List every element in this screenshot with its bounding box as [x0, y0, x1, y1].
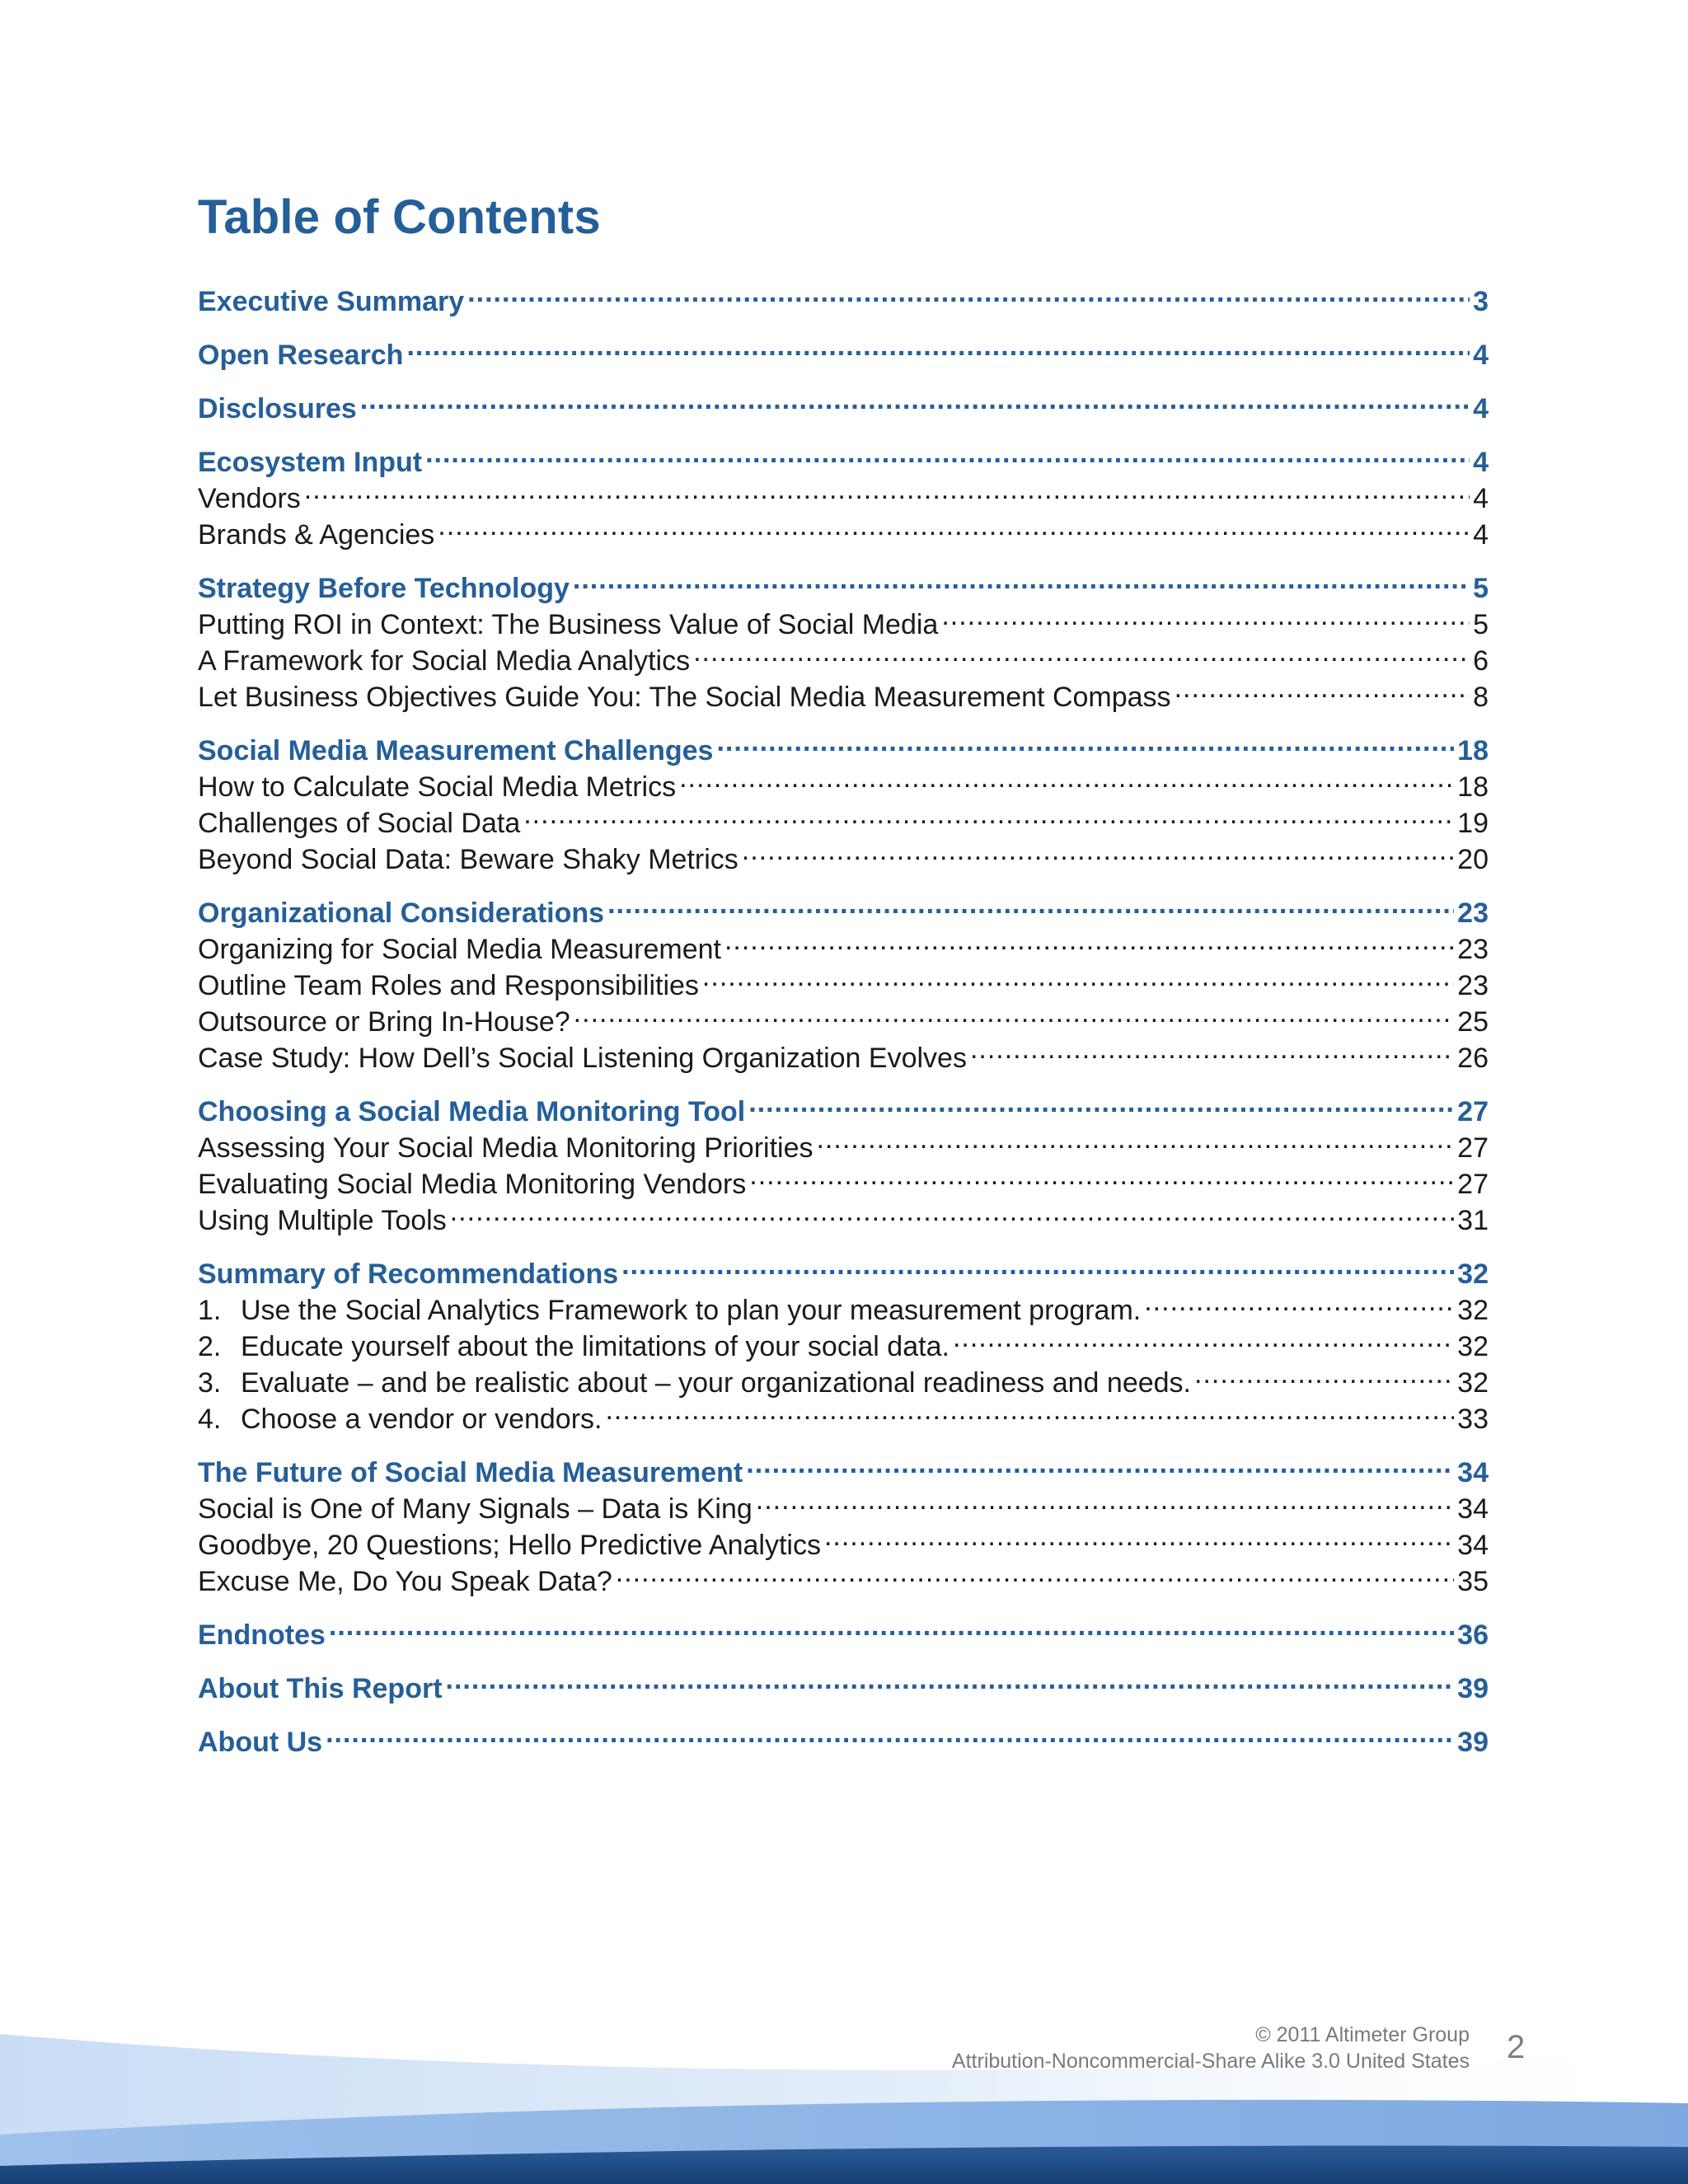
dot-leader: [406, 328, 1470, 364]
toc-section: [198, 274, 1489, 317]
dot-leader: [702, 958, 1454, 995]
toc-page-number: 34: [1457, 1493, 1489, 1525]
toc-entry-title: Challenges of Social Data: [198, 808, 521, 839]
toc-entry-title: Evaluating Social Media Monitoring Vendors: [198, 1169, 747, 1200]
toc-entry-title: Outline Team Roles and Responsibilities: [198, 970, 699, 1001]
toc-entry-title: Vendors: [198, 483, 301, 514]
toc-entry-number: 4.: [198, 1404, 222, 1435]
toc-page-number: 4: [1473, 519, 1489, 551]
toc-section: [198, 382, 1489, 424]
toc-page-number: 5: [1473, 573, 1489, 604]
toc-section: [198, 724, 1489, 875]
toc-page-number: 27: [1457, 1169, 1489, 1200]
toc-entry-title: Evaluate – and be realistic about – your organizational readiness and needs.: [241, 1367, 1191, 1399]
dot-leader: [941, 598, 1470, 634]
dot-leader: [953, 1319, 1454, 1356]
dot-leader: [693, 634, 1470, 670]
toc-entry-title: Strategy Before Technology: [198, 573, 570, 604]
dot-leader: [438, 508, 1470, 544]
toc-page-number: 18: [1457, 735, 1489, 766]
toc-page-number: 23: [1457, 898, 1489, 929]
dot-leader: [824, 1518, 1454, 1554]
toc-page-number: 35: [1457, 1566, 1489, 1597]
toc-section: [198, 1085, 1489, 1236]
toc-page-number: 19: [1457, 808, 1489, 839]
toc-entry-title: The Future of Social Media Measurement: [198, 1457, 743, 1488]
toc-page-number: 39: [1457, 1673, 1489, 1704]
page-number: 2: [1507, 2029, 1526, 2065]
toc-entry-title: Ecosystem Input: [198, 447, 423, 478]
toc-section: [198, 1446, 1489, 1597]
toc-heading-entry[interactable]: [198, 435, 1489, 478]
dot-leader: [329, 1608, 1454, 1644]
toc-page-number: 23: [1457, 934, 1489, 965]
toc-page-number: 8: [1473, 682, 1489, 713]
toc-entry-title: Social is One of Many Signals – Data is King: [198, 1493, 753, 1525]
toc-heading-entry[interactable]: [198, 724, 1489, 766]
toc-heading-entry[interactable]: [198, 1446, 1489, 1488]
dot-leader: [970, 1031, 1454, 1067]
toc-section: [198, 1247, 1489, 1435]
dot-leader: [616, 1554, 1454, 1591]
dot-leader: [742, 832, 1454, 869]
dot-leader: [425, 435, 1470, 471]
toc-entry-label: [198, 1401, 602, 1437]
toc-page-number: 4: [1473, 393, 1489, 424]
toc-page-number: 4: [1473, 447, 1489, 478]
copyright-text: © 2011 Altimeter Group: [1255, 2023, 1470, 2046]
toc-entry-title: Social Media Measurement Challenges: [198, 735, 714, 766]
toc-entry[interactable]: [198, 508, 1489, 551]
toc-page-number: 34: [1457, 1530, 1489, 1561]
toc-page-number: 34: [1457, 1457, 1489, 1488]
toc-entry-title: Goodbye, 20 Questions; Hello Predictive Analytics: [198, 1530, 821, 1561]
toc-page-number: 36: [1457, 1619, 1489, 1651]
toc-page-number: 39: [1457, 1727, 1489, 1758]
dot-leader: [1144, 1283, 1454, 1319]
toc-page-number: 32: [1457, 1258, 1489, 1290]
toc-page-number: 20: [1457, 844, 1489, 875]
toc-section: [198, 1608, 1489, 1651]
toc-page-number: 18: [1457, 771, 1489, 803]
toc-entry-title: Disclosures: [198, 393, 357, 424]
toc-section: [198, 328, 1489, 371]
toc-entry-title: Choosing a Social Media Monitoring Tool: [198, 1096, 746, 1127]
toc-entry-title: How to Calculate Social Media Metrics: [198, 771, 677, 803]
toc-page-number: 31: [1457, 1205, 1489, 1236]
toc-entry-title: Organizing for Social Media Measurement: [198, 934, 721, 965]
toc-heading-entry[interactable]: [198, 1661, 1489, 1704]
toc-heading-entry[interactable]: [198, 886, 1489, 929]
toc-entry-title: Brands & Agencies: [198, 519, 435, 551]
dot-leader: [360, 382, 1470, 418]
toc-heading-entry[interactable]: [198, 274, 1489, 317]
toc-entry-title: Open Research: [198, 340, 404, 371]
toc-entry-title: Executive Summary: [198, 286, 465, 317]
dot-leader: [716, 724, 1454, 760]
toc-section: [198, 886, 1489, 1074]
toc-entry-title: Let Business Objectives Guide You: The Social Media Measurement Compass: [198, 682, 1171, 713]
page-title: Table of Contents: [198, 190, 601, 244]
dot-leader: [621, 1247, 1454, 1283]
dot-leader: [816, 1121, 1454, 1157]
toc-entry-title: Organizational Considerations: [198, 898, 605, 929]
toc-entry-number: 2.: [198, 1331, 222, 1362]
toc-page-number: 4: [1473, 340, 1489, 371]
table-of-contents: [198, 274, 1489, 1769]
toc-entry-title: Educate yourself about the limitations of your social data.: [241, 1331, 950, 1362]
license-text: Attribution-Noncommercial-Share Alike 3.0 United States: [951, 2050, 1470, 2073]
toc-page-number: 27: [1457, 1132, 1489, 1164]
toc-page-number: 23: [1457, 970, 1489, 1001]
dot-leader: [749, 1157, 1454, 1193]
dot-leader: [573, 561, 1470, 598]
toc-entry-title: Case Study: How Dell’s Social Listening Organization Evolves: [198, 1043, 967, 1074]
toc-entry-title: Summary of Recommendations: [198, 1258, 619, 1290]
toc-entry-title: Excuse Me, Do You Speak Data?: [198, 1566, 612, 1597]
toc-entry-number: 3.: [198, 1367, 222, 1399]
toc-page-number: 27: [1457, 1096, 1489, 1127]
dot-leader: [574, 995, 1455, 1031]
toc-entry[interactable]: [198, 471, 1489, 514]
dot-leader: [1194, 1356, 1454, 1392]
toc-entry-title: Use the Social Analytics Framework to plan your measurement program.: [241, 1295, 1142, 1326]
toc-entry-title: A Framework for Social Media Analytics: [198, 645, 691, 677]
dot-leader: [304, 471, 1470, 508]
toc-page-number: 32: [1457, 1331, 1489, 1362]
toc-entry-title: Putting ROI in Context: The Business Value of Social Media: [198, 609, 939, 640]
toc-heading-entry[interactable]: [198, 328, 1489, 371]
toc-heading-entry[interactable]: [198, 1085, 1489, 1127]
toc-section: [198, 1661, 1489, 1704]
dot-leader: [724, 922, 1454, 958]
toc-heading-entry[interactable]: [198, 382, 1489, 424]
toc-heading-entry[interactable]: [198, 1715, 1489, 1758]
toc-heading-entry[interactable]: [198, 1247, 1489, 1290]
toc-heading-entry[interactable]: [198, 561, 1489, 604]
toc-entry-title: Endnotes: [198, 1619, 326, 1651]
toc-page-number: 32: [1457, 1295, 1489, 1326]
toc-page-number: 32: [1457, 1367, 1489, 1399]
toc-entry-title: Using Multiple Tools: [198, 1205, 447, 1236]
toc-entry-title: Outsource or Bring In-House?: [198, 1006, 570, 1038]
toc-heading-entry[interactable]: [198, 1608, 1489, 1651]
toc-entry-title: About Us: [198, 1727, 323, 1758]
toc-page-number: 3: [1473, 286, 1489, 317]
toc-section: [198, 1715, 1489, 1758]
toc-page-number: 33: [1457, 1404, 1489, 1435]
footer-credits: [952, 2022, 1470, 2074]
dot-leader: [607, 886, 1454, 922]
dot-leader: [523, 796, 1454, 832]
toc-entry-number: 1.: [198, 1295, 222, 1326]
dot-leader: [467, 274, 1470, 311]
toc-entry-title: Beyond Social Data: Beware Shaky Metrics: [198, 844, 738, 875]
dot-leader: [756, 1482, 1454, 1518]
toc-entry-title: Choose a vendor or vendors.: [241, 1404, 603, 1435]
dot-leader: [450, 1193, 1454, 1230]
toc-section: [198, 561, 1489, 713]
toc-page-number: 6: [1473, 645, 1489, 677]
dot-leader: [679, 760, 1454, 796]
toc-page-number: 5: [1473, 609, 1489, 640]
dot-leader: [446, 1661, 1455, 1698]
toc-page-number: 4: [1473, 483, 1489, 514]
toc-page-number: 25: [1457, 1006, 1489, 1038]
dot-leader: [1175, 670, 1470, 706]
dot-leader: [326, 1715, 1454, 1751]
dot-leader: [748, 1085, 1454, 1121]
toc-section: [198, 435, 1489, 551]
dot-leader: [605, 1392, 1454, 1428]
toc-entry-title: Assessing Your Social Media Monitoring Priorities: [198, 1132, 814, 1164]
toc-page-number: 26: [1457, 1043, 1489, 1074]
toc-entry-label: [198, 1329, 950, 1365]
dot-leader: [746, 1446, 1454, 1482]
toc-entry-title: About This Report: [198, 1673, 443, 1704]
